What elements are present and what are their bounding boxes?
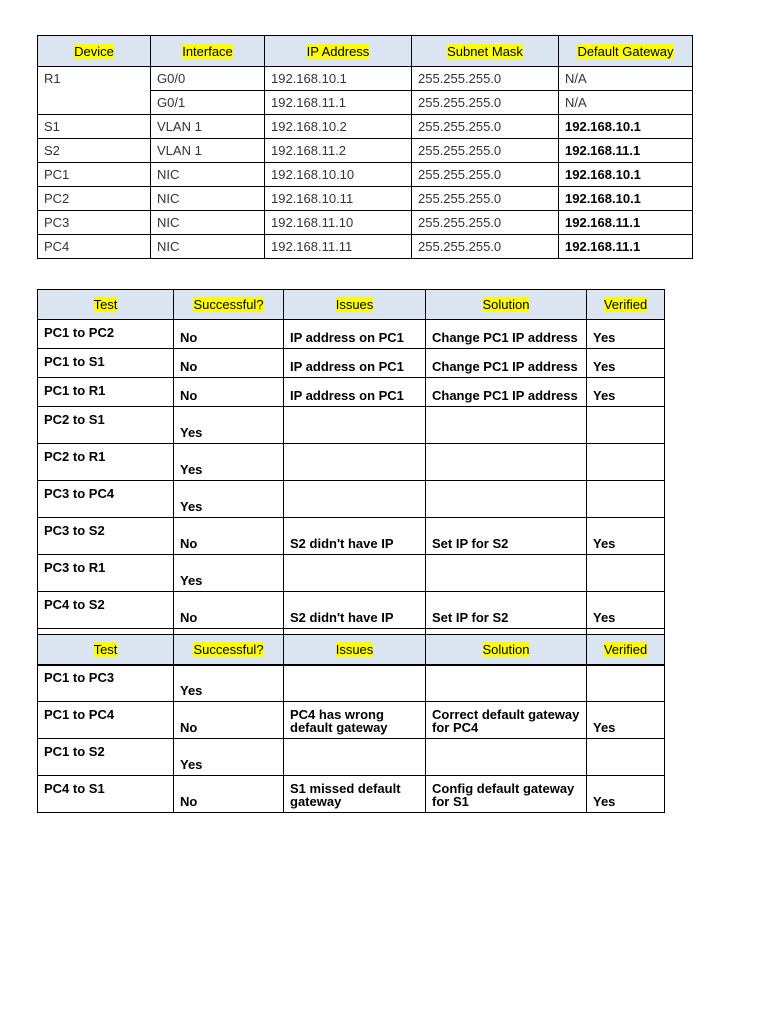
success-cell: Yes [174,665,284,702]
solution-cell: Change PC1 IP address [426,320,587,349]
test-table-2-header-row [38,635,665,665]
addressing-row [38,187,693,211]
header-test: Test [38,290,174,320]
device-cell: PC1 [38,163,151,187]
solution-cell: Change PC1 IP address [426,378,587,407]
device-cell: S2 [38,139,151,163]
test-cell: PC1 to S2 [38,739,174,776]
header-verified: Verified [587,635,665,665]
verified-cell [587,665,665,702]
addressing-row [38,67,693,91]
success-cell: No [174,320,284,349]
test-cell: PC2 to R1 [38,444,174,481]
test-row [38,776,665,813]
solution-cell [426,444,587,481]
device-cell: PC4 [38,235,151,259]
issues-cell [284,407,426,444]
success-cell: No [174,592,284,629]
header-successful: Successful? [174,290,284,320]
verified-cell: Yes [587,378,665,407]
verified-cell: Yes [587,518,665,555]
test-row [38,407,665,444]
test-cell: PC2 to S1 [38,407,174,444]
issues-cell [284,555,426,592]
addressing-row [38,235,693,259]
solution-cell: Config default gateway for S1 [426,776,587,813]
test-row [38,592,665,629]
success-cell: Yes [174,739,284,776]
test-row [38,518,665,555]
gateway-cell: N/A [559,67,693,91]
addressing-row [38,115,693,139]
issues-cell [284,665,426,702]
test-row [38,349,665,378]
issues-cell [284,739,426,776]
ip-address-cell: 192.168.10.10 [265,163,412,187]
interface-cell: NIC [151,187,265,211]
test-cell: PC1 to PC4 [38,702,174,739]
header-device: Device [38,36,151,67]
interface-cell: NIC [151,211,265,235]
subnet-mask-cell: 255.255.255.0 [412,91,559,115]
addressing-row [38,139,693,163]
header-issues: Issues [284,635,426,665]
subnet-mask-cell: 255.255.255.0 [412,211,559,235]
header-ip-address: IP Address [265,36,412,67]
ip-address-cell: 192.168.10.11 [265,187,412,211]
verified-cell: Yes [587,349,665,378]
success-cell: Yes [174,481,284,518]
test-table-1 [37,289,665,666]
solution-cell [426,481,587,518]
issues-cell: IP address on PC1 [284,320,426,349]
test-cell: PC4 to S2 [38,592,174,629]
subnet-mask-cell: 255.255.255.0 [412,115,559,139]
gateway-cell: 192.168.11.1 [559,211,693,235]
success-cell: No [174,776,284,813]
test-cell: PC1 to R1 [38,378,174,407]
solution-cell: Correct default gateway for PC4 [426,702,587,739]
verified-cell [587,481,665,518]
gateway-cell: 192.168.11.1 [559,139,693,163]
addressing-row [38,211,693,235]
solution-cell [426,739,587,776]
issues-cell [284,444,426,481]
gateway-cell: 192.168.10.1 [559,163,693,187]
addressing-row [38,163,693,187]
verified-cell [587,407,665,444]
interface-cell: NIC [151,163,265,187]
test-row [38,739,665,776]
header-test: Test [38,635,174,665]
solution-cell: Set IP for S2 [426,518,587,555]
addressing-header-row [38,36,693,67]
subnet-mask-cell: 255.255.255.0 [412,187,559,211]
success-cell: Yes [174,444,284,481]
gateway-cell: N/A [559,91,693,115]
test-table-1-header-row [38,290,665,320]
success-cell: No [174,349,284,378]
verified-cell: Yes [587,776,665,813]
device-cell: R1 [38,67,151,115]
device-cell: PC2 [38,187,151,211]
interface-cell: NIC [151,235,265,259]
header-subnet-mask: Subnet Mask [412,36,559,67]
solution-cell: Change PC1 IP address [426,349,587,378]
issues-cell: S1 missed default gateway [284,776,426,813]
test-cell: PC1 to PC2 [38,320,174,349]
issues-cell [284,481,426,518]
interface-cell: G0/0 [151,67,265,91]
verified-cell [587,739,665,776]
success-cell: Yes [174,555,284,592]
addressing-table [37,35,693,259]
solution-cell: Set IP for S2 [426,592,587,629]
test-cell: PC3 to S2 [38,518,174,555]
header-issues: Issues [284,290,426,320]
device-cell: PC3 [38,211,151,235]
solution-cell [426,555,587,592]
issues-cell: S2 didn't have IP [284,592,426,629]
gateway-cell: 192.168.10.1 [559,115,693,139]
ip-address-cell: 192.168.11.11 [265,235,412,259]
test-row [38,555,665,592]
success-cell: Yes [174,407,284,444]
header-interface: Interface [151,36,265,67]
test-row [38,320,665,349]
gateway-cell: 192.168.10.1 [559,187,693,211]
issues-cell: S2 didn't have IP [284,518,426,555]
test-cell: PC4 to S1 [38,776,174,813]
subnet-mask-cell: 255.255.255.0 [412,235,559,259]
verified-cell [587,555,665,592]
issues-cell: IP address on PC1 [284,378,426,407]
verified-cell: Yes [587,592,665,629]
ip-address-cell: 192.168.11.10 [265,211,412,235]
ip-address-cell: 192.168.10.2 [265,115,412,139]
subnet-mask-cell: 255.255.255.0 [412,163,559,187]
interface-cell: VLAN 1 [151,139,265,163]
subnet-mask-cell: 255.255.255.0 [412,67,559,91]
test-table-2 [37,634,665,813]
test-cell: PC3 to R1 [38,555,174,592]
issues-cell: PC4 has wrong default gateway [284,702,426,739]
test-row [38,444,665,481]
test-row [38,378,665,407]
header-verified: Verified [587,290,665,320]
success-cell: No [174,702,284,739]
verified-cell: Yes [587,702,665,739]
test-cell: PC1 to S1 [38,349,174,378]
solution-cell [426,407,587,444]
header-solution: Solution [426,635,587,665]
test-row [38,665,665,702]
header-default-gateway: Default Gateway [559,36,693,67]
subnet-mask-cell: 255.255.255.0 [412,139,559,163]
gateway-cell: 192.168.11.1 [559,235,693,259]
verified-cell: Yes [587,320,665,349]
test-row [38,481,665,518]
test-cell: PC1 to PC3 [38,665,174,702]
solution-cell [426,665,587,702]
verified-cell [587,444,665,481]
device-cell: S1 [38,115,151,139]
ip-address-cell: 192.168.11.2 [265,139,412,163]
ip-address-cell: 192.168.11.1 [265,91,412,115]
test-row [38,702,665,739]
header-successful: Successful? [174,635,284,665]
interface-cell: G0/1 [151,91,265,115]
ip-address-cell: 192.168.10.1 [265,67,412,91]
success-cell: No [174,378,284,407]
test-cell: PC3 to PC4 [38,481,174,518]
header-solution: Solution [426,290,587,320]
success-cell: No [174,518,284,555]
interface-cell: VLAN 1 [151,115,265,139]
issues-cell: IP address on PC1 [284,349,426,378]
